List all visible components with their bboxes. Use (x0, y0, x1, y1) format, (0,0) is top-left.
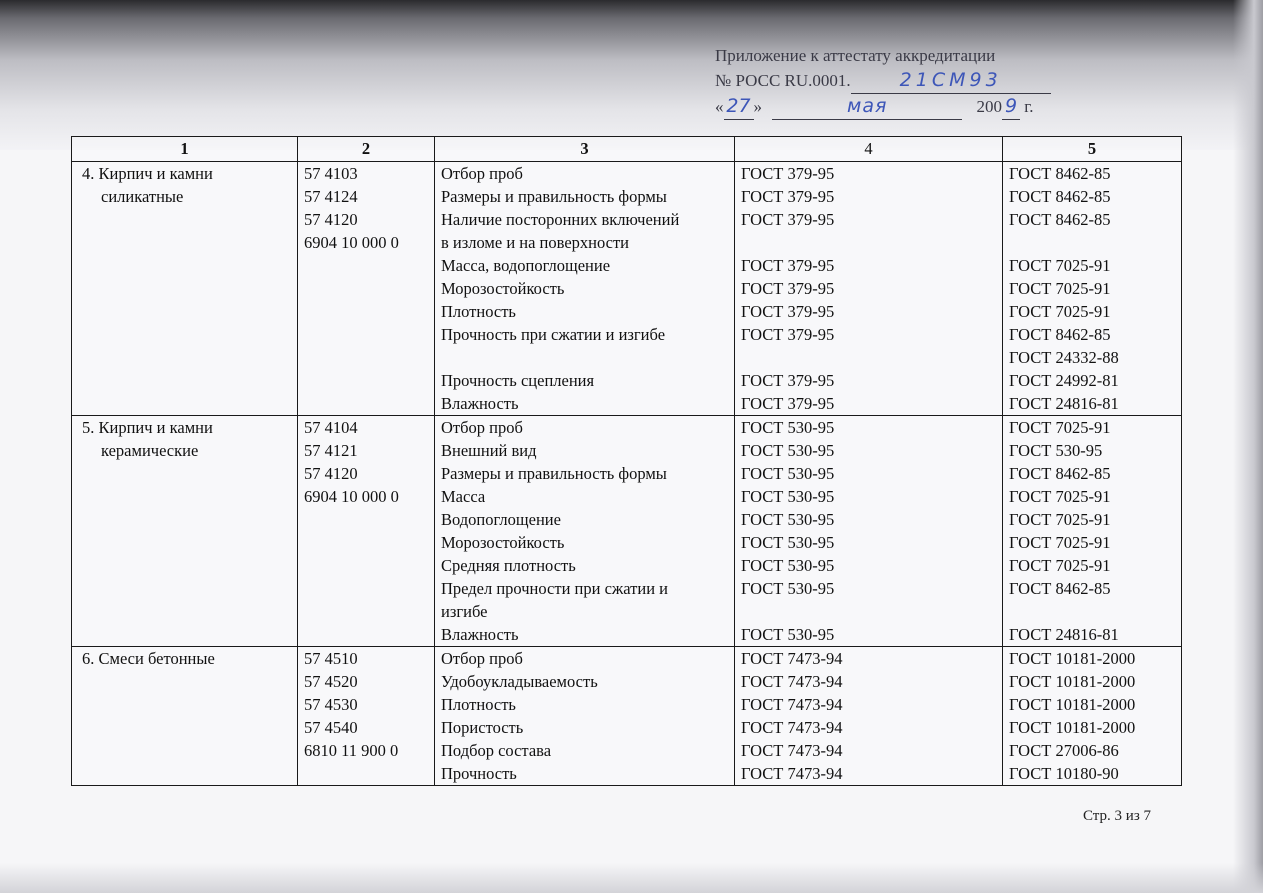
cell-line: Средняя плотность (441, 556, 576, 575)
cell-line: ГОСТ 7025-91 (1009, 279, 1111, 298)
date-close-quote: » (753, 97, 762, 116)
product-name-line: 5. Кирпич и камни (82, 418, 213, 437)
cell-line: ГОСТ 530-95 (741, 556, 835, 575)
product-codes-cell (298, 162, 435, 416)
cell-line: Прочность (441, 764, 517, 783)
cell-line: Морозостойкость (441, 533, 565, 552)
cell-line: Наличие посторонних включений (441, 210, 680, 229)
standards-cell (735, 416, 1003, 647)
cell-line: ГОСТ 7473-94 (741, 649, 843, 668)
cell-line: ГОСТ 10181-2000 (1009, 672, 1136, 691)
cell-line: ГОСТ 8462-85 (1009, 325, 1111, 344)
cell-line: Предел прочности при сжатии и (441, 579, 669, 598)
product-name-cell (72, 647, 298, 786)
cell-line: ГОСТ 530-95 (741, 487, 835, 506)
cell-line: Масса (441, 487, 486, 506)
cell-line: ГОСТ 7025-91 (1009, 487, 1111, 506)
certificate-number-handwritten-field (851, 68, 1051, 94)
cell-line: ГОСТ 8462-85 (1009, 464, 1111, 483)
cell-line: ГОСТ 530-95 (741, 418, 835, 437)
cell-line: Масса, водопоглощение (441, 256, 611, 275)
cell-line: ГОСТ 24816-81 (1009, 625, 1119, 644)
header-line-date (715, 94, 1075, 120)
cell-line: ГОСТ 530-95 (741, 510, 835, 529)
cell-line (741, 600, 996, 623)
cell-line: изгибе (441, 602, 488, 621)
test-methods-cell (1003, 647, 1182, 786)
cell-line: ГОСТ 10181-2000 (1009, 649, 1136, 668)
cell-line: Размеры и правильность формы (441, 464, 667, 483)
cell-line: 57 4124 (304, 187, 358, 206)
cell-line: Плотность (441, 695, 516, 714)
cell-line: 6810 11 900 0 (304, 741, 399, 760)
product-name-cell (72, 162, 298, 416)
cell-line (1009, 600, 1175, 623)
table-row (72, 647, 1182, 786)
cell-line: Размеры и правильность формы (441, 187, 667, 206)
cell-line (441, 346, 728, 369)
cell-line: ГОСТ 7025-91 (1009, 302, 1111, 321)
characteristics-cell (435, 162, 735, 416)
cell-line: ГОСТ 8462-85 (1009, 579, 1111, 598)
cell-line: ГОСТ 27006-86 (1009, 741, 1119, 760)
column-header-2: 2 (298, 137, 435, 162)
cell-line: ГОСТ 379-95 (741, 210, 835, 229)
date-month-handwritten: мая (847, 95, 888, 117)
cell-line (741, 346, 996, 369)
product-name-cell (72, 416, 298, 647)
cell-line: ГОСТ 379-95 (741, 394, 835, 413)
product-name-line: керамические (101, 441, 199, 460)
header-line-title: Приложение к аттестату аккредитации (715, 46, 996, 65)
product-codes-cell (298, 416, 435, 647)
cell-line: ГОСТ 379-95 (741, 279, 835, 298)
date-open-quote: « (715, 97, 724, 116)
accreditation-header (715, 44, 1075, 120)
cell-line: ГОСТ 379-95 (741, 187, 835, 206)
cell-line: ГОСТ 379-95 (741, 164, 835, 183)
column-header-1: 1 (72, 137, 298, 162)
cell-line: ГОСТ 7473-94 (741, 672, 843, 691)
cell-line: Удобоукладываемость (441, 672, 598, 691)
cell-line: ГОСТ 7473-94 (741, 764, 843, 783)
cell-line: 57 4520 (304, 672, 358, 691)
standards-cell (735, 162, 1003, 416)
scan-shadow-right (1233, 0, 1263, 893)
column-header-3: 3 (435, 137, 735, 162)
cell-line: ГОСТ 379-95 (741, 325, 835, 344)
cell-line: ГОСТ 7473-94 (741, 718, 843, 737)
cell-line: ГОСТ 7473-94 (741, 741, 843, 760)
standards-cell (735, 647, 1003, 786)
cell-line: Прочность при сжатии и изгибе (441, 325, 666, 344)
cell-line: ГОСТ 7025-91 (1009, 418, 1111, 437)
cell-line: ГОСТ 379-95 (741, 302, 835, 321)
table-row (72, 162, 1182, 416)
header-line-number (715, 68, 1075, 94)
table-header-row (72, 137, 1182, 162)
cell-line: ГОСТ 530-95 (741, 625, 835, 644)
cell-line: ГОСТ 379-95 (741, 256, 835, 275)
cell-line: 6904 10 000 0 (304, 487, 399, 506)
date-day-field (724, 94, 754, 120)
date-year-suffix: г. (1024, 97, 1034, 116)
cell-line: 57 4540 (304, 718, 358, 737)
cell-line: ГОСТ 8462-85 (1009, 164, 1111, 183)
cell-line: ГОСТ 7473-94 (741, 695, 843, 714)
accreditation-scope-table (71, 136, 1182, 786)
characteristics-cell (435, 647, 735, 786)
table-body (72, 162, 1182, 786)
cell-line: 57 4530 (304, 695, 358, 714)
scan-shadow-bottom (0, 863, 1263, 893)
cell-line: в изломе и на поверхности (441, 233, 630, 252)
cell-line: 57 4120 (304, 210, 358, 229)
cell-line: ГОСТ 379-95 (741, 371, 835, 390)
cell-line: ГОСТ 7025-91 (1009, 510, 1111, 529)
test-methods-cell (1003, 416, 1182, 647)
cell-line: ГОСТ 24992-81 (1009, 371, 1119, 390)
cell-line: ГОСТ 530-95 (741, 464, 835, 483)
cell-line: ГОСТ 10180-90 (1009, 764, 1119, 783)
cell-line: ГОСТ 24332-88 (1009, 348, 1119, 367)
cell-line: 57 4120 (304, 464, 358, 483)
certificate-number-prefix: № РОСС RU.0001. (715, 71, 851, 90)
column-header-4: 4 (735, 137, 1003, 162)
cell-line: ГОСТ 7025-91 (1009, 556, 1111, 575)
cell-line: ГОСТ 10181-2000 (1009, 695, 1136, 714)
column-header-5: 5 (1003, 137, 1182, 162)
cell-line: ГОСТ 7025-91 (1009, 533, 1111, 552)
product-name-line: силикатные (101, 187, 184, 206)
cell-line: 57 4103 (304, 164, 358, 183)
cell-line: 57 4104 (304, 418, 358, 437)
cell-line: Морозостойкость (441, 279, 565, 298)
cell-line: ГОСТ 8462-85 (1009, 210, 1111, 229)
table-row (72, 416, 1182, 647)
certificate-number-handwritten: 21СМ93 (899, 69, 1002, 91)
product-codes-cell (298, 647, 435, 786)
cell-line: 6904 10 000 0 (304, 233, 399, 252)
test-methods-cell (1003, 162, 1182, 416)
cell-line: ГОСТ 530-95 (741, 533, 835, 552)
date-year-field (1002, 94, 1020, 120)
cell-line: Отбор проб (441, 164, 523, 183)
cell-line: Пористость (441, 718, 524, 737)
date-year-prefix: 200 (976, 97, 1002, 116)
cell-line: ГОСТ 530-95 (1009, 441, 1103, 460)
cell-line: 57 4510 (304, 649, 358, 668)
product-name-line: 6. Смеси бетонные (82, 649, 215, 668)
cell-line: ГОСТ 24816-81 (1009, 394, 1119, 413)
cell-line: Прочность сцепления (441, 371, 595, 390)
date-month-field (772, 94, 962, 120)
cell-line: Отбор проб (441, 418, 523, 437)
cell-line: Подбор состава (441, 741, 552, 760)
cell-line: Водопоглощение (441, 510, 561, 529)
page-number: Стр. 3 из 7 (1083, 808, 1151, 824)
cell-line: Влажность (441, 394, 519, 413)
characteristics-cell (435, 416, 735, 647)
cell-line: ГОСТ 530-95 (741, 579, 835, 598)
cell-line: ГОСТ 10181-2000 (1009, 718, 1136, 737)
cell-line (1009, 231, 1175, 254)
cell-line: 57 4121 (304, 441, 358, 460)
cell-line: Плотность (441, 302, 516, 321)
cell-line: Внешний вид (441, 441, 537, 460)
date-day-handwritten: 27 (726, 95, 751, 117)
product-name-line: 4. Кирпич и камни (82, 164, 213, 183)
date-year-digit-handwritten: 9 (1004, 95, 1018, 117)
cell-line: ГОСТ 8462-85 (1009, 187, 1111, 206)
cell-line: ГОСТ 7025-91 (1009, 256, 1111, 275)
cell-line (741, 231, 996, 254)
cell-line: Влажность (441, 625, 519, 644)
cell-line: ГОСТ 530-95 (741, 441, 835, 460)
cell-line: Отбор проб (441, 649, 523, 668)
